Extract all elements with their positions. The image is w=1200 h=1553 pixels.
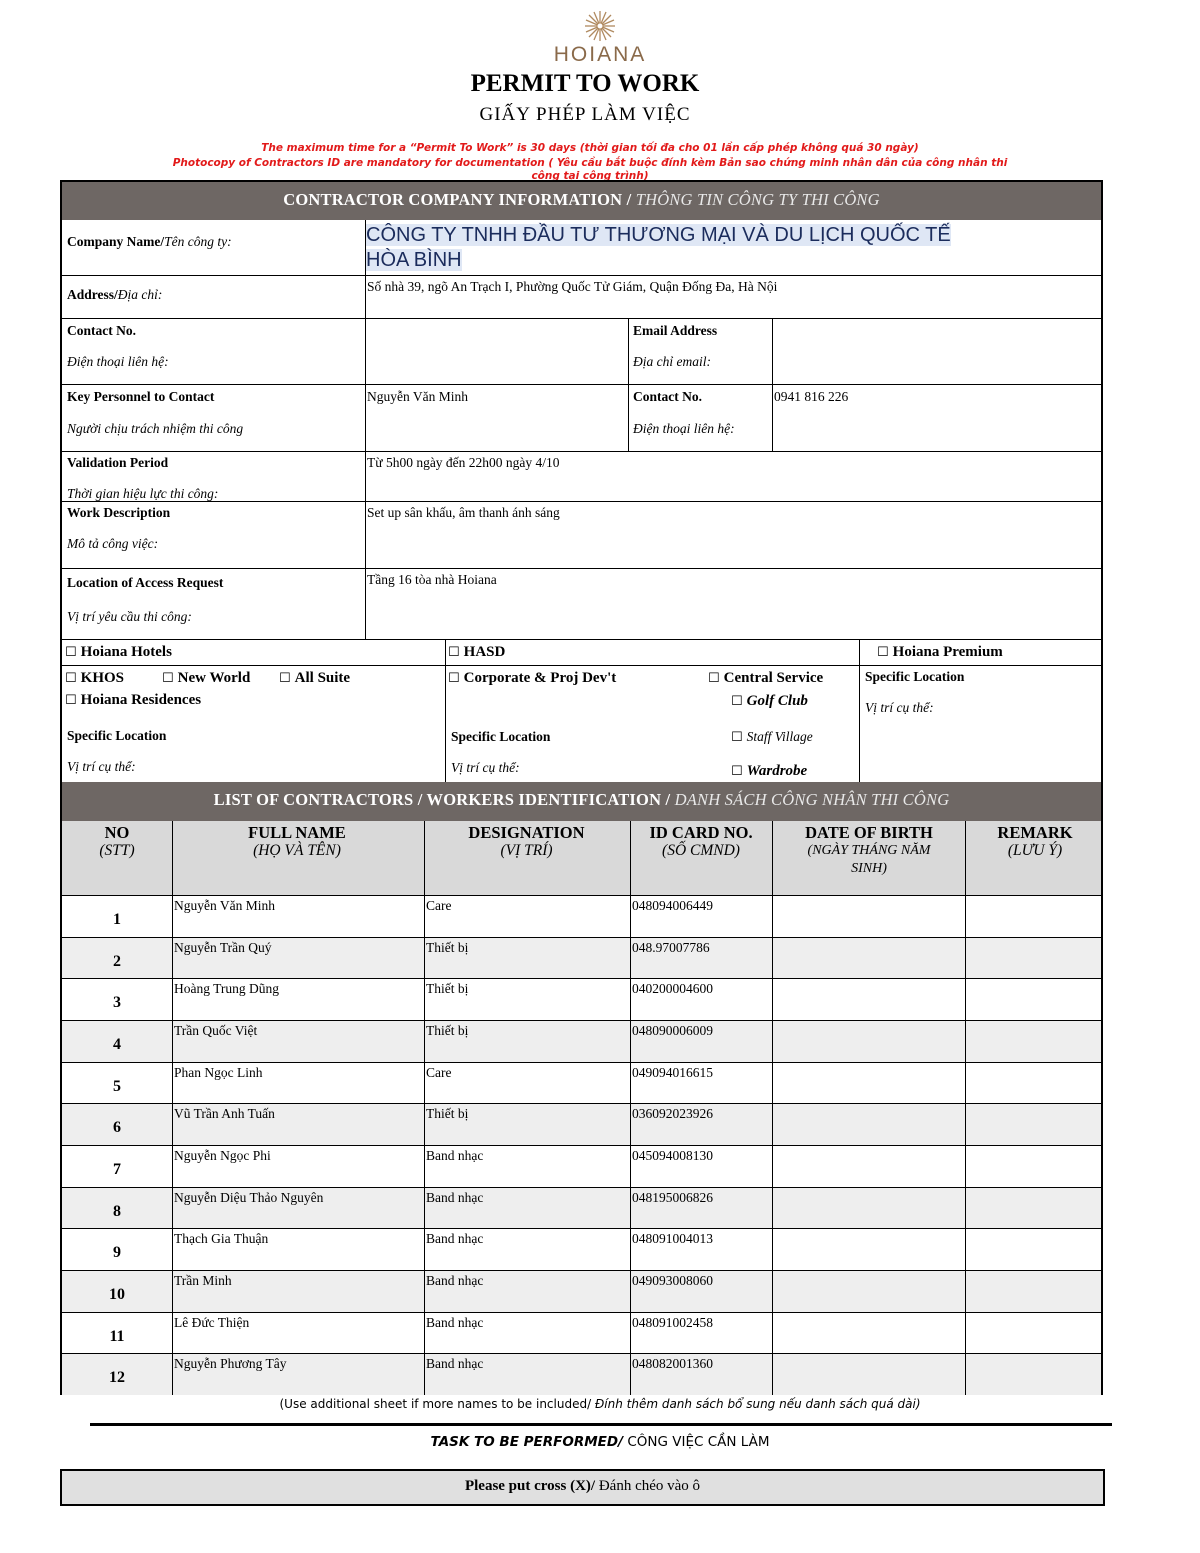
checkbox-all-suite[interactable]: ☐ All Suite — [279, 670, 351, 686]
table-cell-name[interactable]: Nguyễn Phương Tây — [174, 1356, 287, 1372]
validation-label: Validation Period Thời gian hiệu lực thi công: — [67, 455, 219, 501]
table-cell-name[interactable]: Nguyễn Ngọc Phi — [174, 1148, 271, 1164]
table-cell-name[interactable]: Trần Quốc Việt — [174, 1023, 258, 1038]
table-cell-name[interactable]: Nguyễn Trần Quý — [174, 939, 272, 955]
col-header-remark: REMARK (LƯU Ý) — [997, 823, 1073, 859]
checkbox-hoiana-premium[interactable]: ☐ Hoiana Premium — [877, 644, 1003, 660]
checkbox-central-service[interactable]: ☐ Central Service — [708, 670, 824, 686]
table-cell-id[interactable]: 036092023926 — [632, 1106, 713, 1122]
checkbox-corporate[interactable]: ☐ Corporate & Proj Dev't — [448, 670, 617, 686]
row-number: 8 — [113, 1202, 121, 1220]
table-cell-id[interactable]: 048.97007786 — [632, 939, 710, 955]
checkbox-golf-club[interactable]: ☐ Golf Club — [731, 693, 808, 709]
table-cell-id[interactable]: 048091002458 — [632, 1314, 713, 1330]
row-number: 11 — [109, 1327, 125, 1345]
additional-sheet-note: (Use additional sheet if more names to be included/ Đính thêm danh sách bổ sung nếu danh sách quá dài) — [279, 1397, 921, 1411]
specific-location-premium: Specific Location Vị trí cụ thể: — [865, 669, 965, 715]
table-cell-name[interactable]: Trần Minh — [174, 1273, 232, 1289]
company-name-value[interactable]: CÔNG TY TNHH ĐẦU TƯ THƯƠNG MẠI VÀ DU LỊCH QUỐC TẾ HÒA BÌNH — [366, 224, 951, 271]
location-value[interactable]: Tầng 16 tòa nhà Hoiana — [367, 572, 497, 587]
email-label: Email Address Địa chỉ email: — [633, 323, 718, 369]
table-cell-id[interactable]: 048195006826 — [632, 1189, 713, 1205]
address-value[interactable]: Số nhà 39, ngõ An Trạch I, Phường Quốc Tử Giám, Quận Đống Đa, Hà Nội — [367, 279, 778, 294]
table-cell-designation[interactable]: Thiết bị — [426, 1106, 469, 1122]
col-header-full-name: FULL NAME (HỌ VÀ TÊN) — [248, 823, 346, 859]
checkbox-staff-village[interactable]: ☐ Staff Village — [731, 729, 813, 745]
page-subtitle: GIẤY PHÉP LÀM VIỆC — [479, 104, 691, 125]
table-cell-designation[interactable]: Band nhạc — [426, 1314, 484, 1330]
table-cell-name[interactable]: Nguyễn Diệu Thảo Nguyên — [174, 1189, 324, 1205]
table-cell-id[interactable]: 049094016615 — [632, 1064, 713, 1080]
row-number: 1 — [113, 911, 121, 928]
address-label: Address/Địa chỉ: — [67, 287, 163, 302]
table-cell-id[interactable]: 048091004013 — [632, 1231, 713, 1247]
task-heading: TASK TO BE PERFORMED/ CÔNG VIỆC CẦN LÀM — [430, 1434, 770, 1450]
checkbox-hasd[interactable]: ☐ HASD — [448, 644, 506, 660]
table-cell-designation[interactable]: Band nhạc — [426, 1148, 484, 1164]
table-cell-id[interactable]: 040200004600 — [632, 981, 713, 997]
cross-instruction-box: Please put cross (X)/ Đánh chéo vào ô — [60, 1469, 1105, 1506]
company-heading-vi: THÔNG TIN CÔNG TY THI CÔNG — [635, 190, 880, 209]
contact-label: Contact No. Điện thoại liên hệ: — [67, 323, 169, 369]
table-cell-designation[interactable]: Band nhạc — [426, 1356, 484, 1372]
table-cell-name[interactable]: Hoàng Trung Dũng — [174, 981, 280, 997]
workers-section-heading — [62, 782, 1101, 821]
checkbox-wardrobe[interactable]: ☐ Wardrobe — [731, 763, 808, 779]
page-title: PERMIT TO WORK — [470, 70, 700, 97]
table-cell-designation[interactable]: Band nhạc — [426, 1189, 484, 1205]
company-section-heading — [62, 182, 1101, 220]
table-cell-name[interactable]: Thạch Gia Thuận — [174, 1231, 269, 1247]
brand-wordmark: HOIANA — [553, 43, 647, 66]
row-number: 6 — [113, 1119, 121, 1137]
checkbox-new-world[interactable]: ☐ New World — [162, 670, 251, 686]
hoiana-logo — [540, 8, 660, 70]
key-personnel-label: Key Personnel to Contact Người chịu trách nhiệm thi công — [67, 389, 244, 436]
key-contact-value[interactable]: 0941 816 226 — [774, 389, 849, 404]
workers-heading-en: LIST OF CONTRACTORS / WORKERS IDENTIFICATION / — [213, 790, 671, 809]
table-cell-designation[interactable]: Band nhạc — [426, 1231, 484, 1247]
row-number: 9 — [113, 1244, 121, 1262]
row-number: 12 — [109, 1369, 125, 1387]
key-contact-label: Contact No. Điện thoại liên hệ: — [633, 389, 735, 436]
checkbox-khos[interactable]: ☐ KHOS — [65, 670, 125, 686]
table-cell-id[interactable]: 048082001360 — [632, 1356, 713, 1372]
col-header-id-card: ID CARD NO. (SỐ CMND) — [649, 823, 753, 859]
company-name-label: Company Name/Tên công ty: — [67, 234, 232, 249]
max-time-note: The maximum time for a “Permit To Work” is 30 days (thời gian tối đa cho 01 lần cấp phép không quá 30 ngày) — [261, 142, 919, 154]
row-number: 2 — [113, 952, 121, 970]
table-cell-designation[interactable]: Band nhạc — [426, 1273, 484, 1289]
location-label: Location of Access Request Vị trí yêu cầu thi công: — [67, 575, 224, 624]
row-number: 4 — [113, 1036, 121, 1053]
row-number: 5 — [113, 1077, 121, 1095]
photocopy-note: Photocopy of Contractors ID are mandatory for documentation ( Yêu cầu bắt buộc đính kèm Bản sao chứng minh nhân dân của công nhân thi công tại công trình) — [172, 157, 1008, 182]
specific-location-hasd: Specific Location Vị trí cụ thể: — [451, 729, 551, 775]
specific-location-hotels: Specific Location Vị trí cụ thể: — [67, 728, 167, 774]
table-cell-designation[interactable]: Thiết bị — [426, 939, 469, 955]
table-cell-id[interactable]: 048094006449 — [632, 898, 713, 913]
table-cell-name[interactable]: Phan Ngọc Linh — [174, 1064, 263, 1080]
row-number: 7 — [113, 1161, 121, 1179]
table-cell-id[interactable]: 045094008130 — [632, 1148, 713, 1164]
table-cell-designation[interactable]: Thiết bị — [426, 1023, 469, 1038]
work-description-label: Work Description Mô tả công việc: — [67, 505, 171, 551]
sunburst-icon — [580, 8, 620, 44]
table-cell-designation[interactable]: Thiết bị — [426, 981, 469, 997]
checkbox-hoiana-residences[interactable]: ☐ Hoiana Residences — [65, 692, 202, 708]
col-header-no: NO (STT) — [99, 823, 135, 859]
table-cell-designation[interactable]: Care — [426, 1064, 452, 1080]
key-personnel-value[interactable]: Nguyễn Văn Minh — [367, 389, 468, 404]
table-cell-name[interactable]: Vũ Trần Anh Tuấn — [174, 1106, 275, 1122]
table-cell-id[interactable]: 048090006009 — [632, 1023, 713, 1038]
col-header-date-of-birth: DATE OF BIRTH (NGÀY THÁNG NĂM SINH) — [805, 823, 933, 876]
checkbox-hoiana-hotels[interactable]: ☐ Hoiana Hotels — [65, 644, 172, 660]
permit-form — [60, 180, 1103, 1395]
row-number: 10 — [109, 1286, 125, 1304]
table-cell-name[interactable]: Nguyễn Văn Minh — [174, 898, 275, 913]
section-divider — [90, 1423, 1112, 1426]
validation-value[interactable]: Từ 5h00 ngày đến 22h00 ngày 4/10 — [367, 455, 560, 470]
table-cell-name[interactable]: Lê Đức Thiện — [174, 1314, 250, 1330]
work-description-value[interactable]: Set up sân khấu, âm thanh ánh sáng — [367, 505, 560, 520]
col-header-designation: DESIGNATION (VỊ TRÍ) — [468, 823, 585, 859]
table-cell-designation[interactable]: Care — [426, 898, 452, 913]
workers-heading-vi: DANH SÁCH CÔNG NHÂN THI CÔNG — [674, 790, 950, 809]
company-heading-en: CONTRACTOR COMPANY INFORMATION / — [283, 190, 632, 209]
table-cell-id[interactable]: 049093008060 — [632, 1273, 713, 1289]
row-number: 3 — [113, 994, 121, 1012]
